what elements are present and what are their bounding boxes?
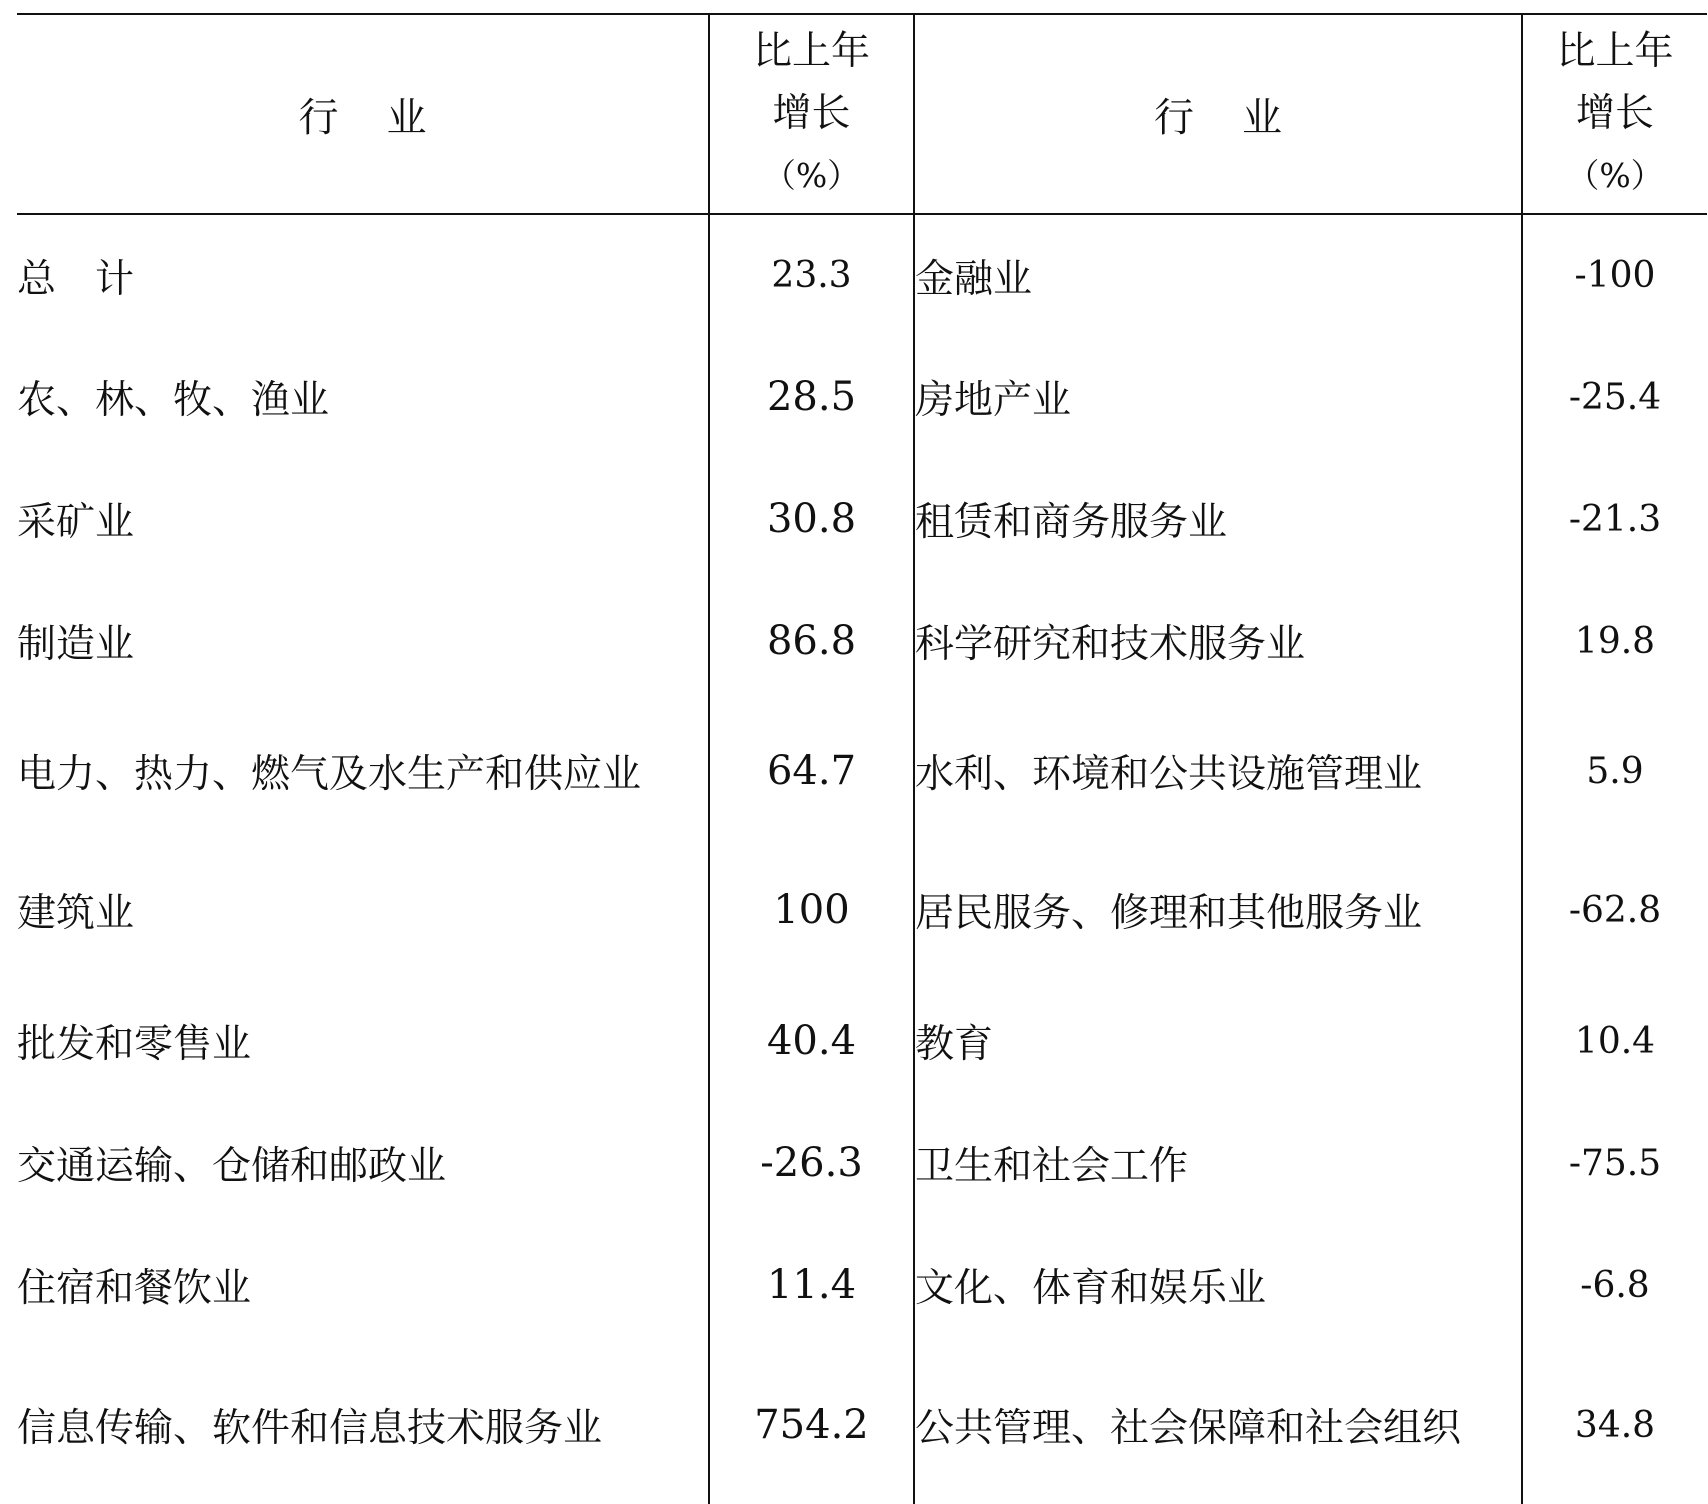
table-row <box>17 980 1707 1102</box>
growth-value-right: -21.3 <box>1522 458 1707 580</box>
growth-value-left: 754.2 <box>709 1346 914 1504</box>
industry-name-right: 卫生和社会工作 <box>914 1102 1522 1224</box>
growth-column-header-left: 比上年 增长 （%） <box>709 14 914 214</box>
industry-name-left: 建筑业 <box>17 891 135 936</box>
table-row <box>17 336 1707 458</box>
growth-value-right: -100 <box>1522 214 1707 336</box>
industry-name-left: 农、林、牧、渔业 <box>17 378 330 423</box>
growth-value-right: 19.8 <box>1522 580 1707 702</box>
table-row <box>17 840 1707 980</box>
growth-value-right: 34.8 <box>1522 1346 1707 1504</box>
growth-value-left: 64.7 <box>709 702 914 840</box>
industry-name-left: 总 计 <box>17 256 135 302</box>
growth-value-right: 10.4 <box>1522 980 1707 1102</box>
industry-name-left: 批发和零售业 <box>17 1022 252 1067</box>
industry-name-left: 采矿业 <box>17 500 135 545</box>
growth-value-right: 5.9 <box>1522 702 1707 840</box>
industry-name-right: 科学研究和技术服务业 <box>914 580 1522 702</box>
table-row <box>17 1102 1707 1224</box>
table-row <box>17 702 1707 840</box>
growth-value-right: -75.5 <box>1522 1102 1707 1224</box>
industry-name-left: 交通运输、仓储和邮政业 <box>17 1144 447 1189</box>
table-row <box>17 1346 1707 1504</box>
growth-value-right: -25.4 <box>1522 336 1707 458</box>
growth-column-header-right: 比上年 增长 （%） <box>1522 14 1707 214</box>
table-row <box>17 214 1707 336</box>
table-row <box>17 458 1707 580</box>
industry-name-right: 居民服务、修理和其他服务业 <box>914 840 1522 980</box>
industry-name-left: 信息传输、软件和信息技术服务业 <box>17 1406 603 1451</box>
table-body <box>17 214 1707 1504</box>
industry-name-left: 制造业 <box>17 622 135 667</box>
growth-value-left: 100 <box>709 840 914 980</box>
industry-name-right: 金融业 <box>914 214 1522 336</box>
industry-name-right: 教育 <box>914 980 1522 1102</box>
industry-growth-table <box>17 13 1707 1504</box>
industry-column-header-left: 行 业 <box>17 14 709 214</box>
growth-value-left: 30.8 <box>709 458 914 580</box>
table-row <box>17 580 1707 702</box>
table-row <box>17 1224 1707 1346</box>
industry-name-left: 住宿和餐饮业 <box>17 1266 252 1311</box>
growth-value-left: 23.3 <box>709 214 914 336</box>
industry-name-right: 租赁和商务服务业 <box>914 458 1522 580</box>
industry-name-right: 房地产业 <box>914 336 1522 458</box>
table-header <box>17 14 1707 214</box>
growth-value-left: 40.4 <box>709 980 914 1102</box>
industry-column-header-right: 行 业 <box>914 14 1522 214</box>
growth-value-left: -26.3 <box>709 1102 914 1224</box>
growth-value-left: 11.4 <box>709 1224 914 1346</box>
industry-name-right: 公共管理、社会保障和社会组织 <box>914 1346 1522 1504</box>
industry-name-right: 水利、环境和公共设施管理业 <box>914 702 1522 840</box>
growth-value-left: 28.5 <box>709 336 914 458</box>
industry-name-right: 文化、体育和娱乐业 <box>914 1224 1522 1346</box>
industry-name-left: 电力、热力、燃气及水生产和供应业 <box>17 752 642 797</box>
growth-value-right: -6.8 <box>1522 1224 1707 1346</box>
growth-value-left: 86.8 <box>709 580 914 702</box>
growth-value-right: -62.8 <box>1522 840 1707 980</box>
